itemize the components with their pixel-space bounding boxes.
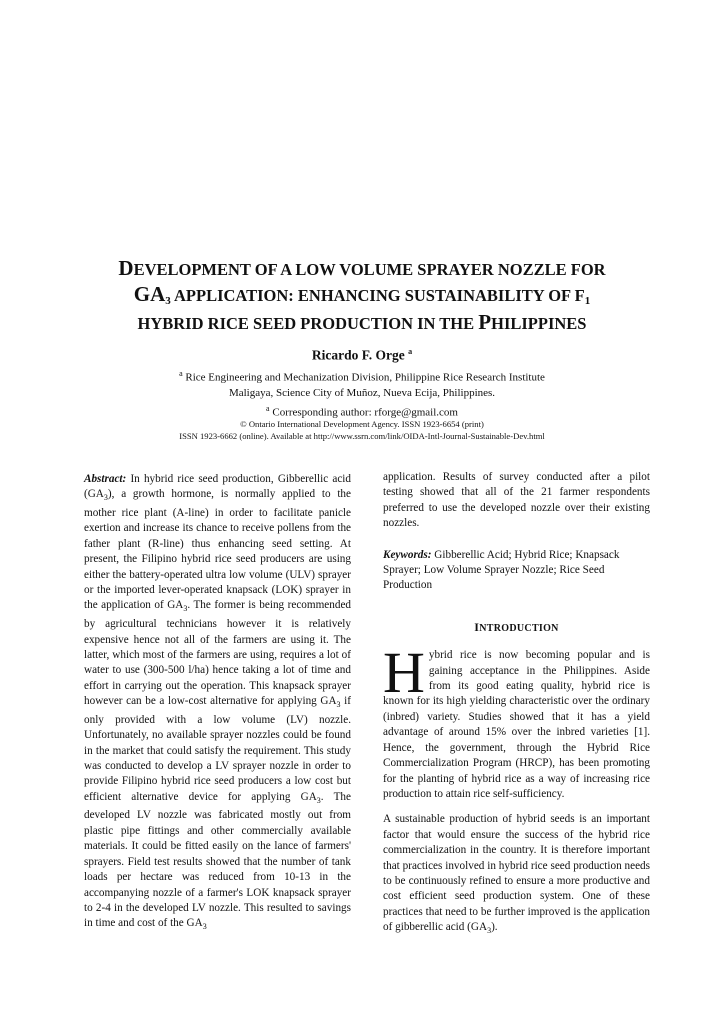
title-line-2: $GA_3$ APPLICATION: ENHANCING SUSTAINABILITY OF $F_1$ <box>133 282 591 307</box>
copyright-notice: © Ontario International Development Agency. ISSN 1923-6654 (print) ISSN 1923-6662 (online). Available at http://www.ssrn.com/link/OIDA-Intl-Journal-Sustainable-Dev.html <box>179 419 545 441</box>
keywords: Keywords: Gibberellic Acid; Hybrid Rice; Knapsack Sprayer; Low Volume Sprayer Nozzle; Rice Seed Production <box>383 548 620 592</box>
introduction-paragraph-2: A sustainable production of hybrid seeds is an important factor that would ensure the success of the hybrid rice commercialization in the country. It is therefore important that practices involved in hybrid rice seed production needs to be continuously refined to ensure a more productive and cost efficient seed production system. One of these practices that need to be further improved is the application of gibberellic acid $(GA_3)$. <box>383 813 650 936</box>
title-line-1: DEVELOPMENT OF A LOW VOLUME SPRAYER NOZZLE FOR <box>118 256 606 280</box>
abstract-continuation: application. Results of survey conducted after a pilot testing showed that all of the 21 farmer respondents preferred to use the developed nozzle over their existing nozzles. <box>383 471 650 530</box>
abstract-column <box>84 472 351 945</box>
author-name: Ricardo F. Orge $^a$ <box>311 347 413 363</box>
author-affiliation: $^a$ Rice Engineering and Mechanization Division, Philippine Rice Research Institute Maligaya, Science City of Muñoz, Nueva Ecija, Philippines. $^a$ Corresponding author: rforge@gmail.com <box>179 369 545 419</box>
introduction-heading: INTRODUCTION <box>474 619 559 634</box>
paper-title <box>60 256 664 336</box>
abstract-paragraph: Abstract: In hybrid rice seed production, Gibberellic acid $(GA_3)$, a growth hormone, is normally applied to the mother rice plant (A-line) in order to facilitate panicle exertion and increase its chance to receive pollens from the father plant (R-line) thus enhancing seed setting. At present, the Filipino hybrid rice seed producers are using either the battery-operated ultra low volume (ULV) sprayer or the imported lever-operated knapsack (LOK) sprayer in the application of $GA_3$. The former is being recommended by agricultural technicians however it is relatively expensive hence not all of the farmers are using it. The latter, which most of the farmers are using, requires a lot of water to use (300-500 l/ha) hence taking a lot of time and effort in carrying out the operation. This knapsack sprayer however can be a low-cost alternative for applying $GA_3$ if only provided with a low volume (LV) nozzle. Unfortunately, no available sprayer nozzles could be found in the market that could satisfy the requirement. This study was conducted to develop a LV sprayer nozzle in order to provide Filipino hybrid rice seed producers a low cost but efficient alternative device for applying $GA_3$. The developed LV nozzle was fabricated mostly out from plastic pipe fittings and other commercially available materials. It could be fitted easily on the lance of farmers' sprayers. Field test results showed that the number of tank loads per hectare was reduced from 10-13 in the accompanying nozzle of a farmer's LOK knapsack sprayer to 2-4 in the developed LV nozzle. This resulted to savings in time and cost of the $GA_3$ <box>84 473 352 932</box>
introduction-paragraph-1: Hybrid rice is now becoming popular and is gaining acceptance in the Philippines. Aside from its good eating quality, hybrid rice is known for its high yielding characteristic over the ordinary (inbred) variety. Studies showed that it has a yield advantage of around 15% over the inbred varieties [1]. Hence, the government, through the Hybrid Rice Commercialization Program (HRCP), has been promoting for the planting of hybrid rice as a way of increasing rice production to attain rice self-sufficiency. <box>383 640 650 800</box>
drop-cap: H <box>383 640 425 706</box>
title-line-3: HYBRID RICE SEED PRODUCTION IN THE PHILIPPINES <box>137 310 587 334</box>
right-column <box>383 470 650 949</box>
